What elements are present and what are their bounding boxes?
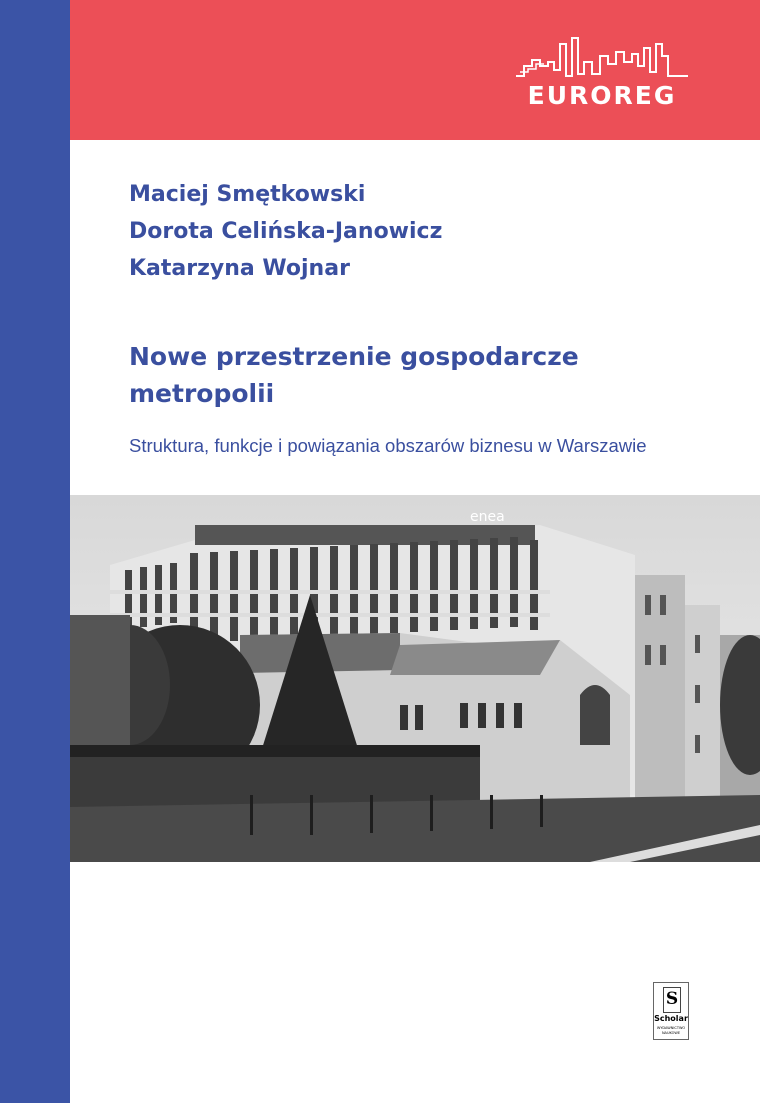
book-subtitle: Struktura, funkcje i powiązania obszarów biznesu w Warszawie (129, 435, 647, 456)
euroreg-logo (514, 36, 690, 110)
scholar-publisher-logo (653, 982, 689, 1040)
book-title-line: Nowe przestrzenie gospodarcze (129, 342, 579, 371)
euroreg-logo-text: EUROREG (527, 81, 677, 110)
skyline-icon (514, 36, 690, 80)
publisher-tagline: WYDAWNICTWO NAUKOWE (656, 1026, 686, 1035)
cover-spine-bar (0, 0, 70, 1103)
scholar-mark: S (663, 987, 681, 1013)
cover-photo-building (70, 495, 760, 862)
book-title (129, 338, 689, 412)
publisher-name: Scholar (654, 1014, 688, 1023)
book-title-line: metropolii (129, 379, 275, 408)
author-name: Dorota Celińska-Janowicz (129, 219, 443, 244)
building-sign: enea (470, 509, 505, 525)
author-name: Maciej Smętkowski (129, 182, 366, 207)
authors-list (129, 176, 442, 287)
author-name: Katarzyna Wojnar (129, 256, 350, 281)
